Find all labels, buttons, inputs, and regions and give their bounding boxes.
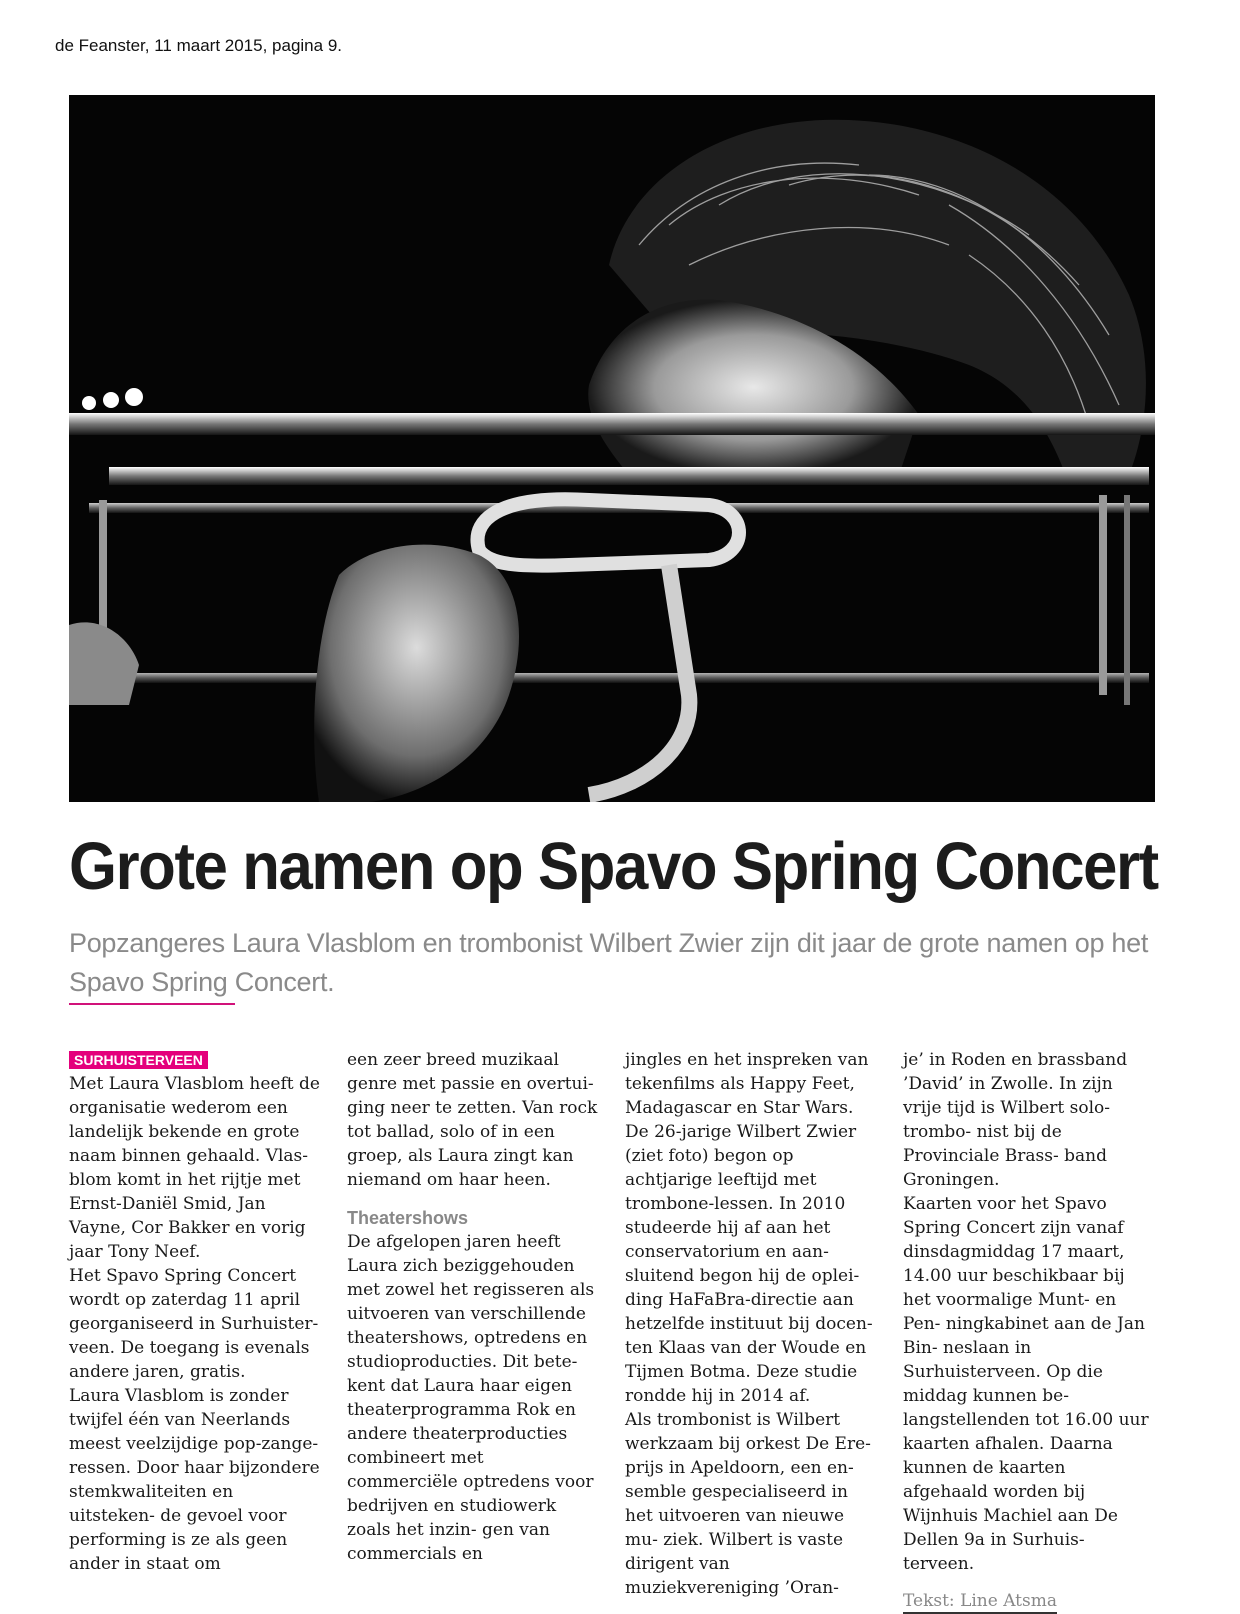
paragraph: Met Laura Vlasblom heeft de organisatie wederom een landelijk bekende en grote naam binnen gehaald. Vlas- blom komt in het rijtje met Ernst-Daniël Smid, Jan Vayne, Cor Bakker en vorig jaar Tony Neef. — [69, 1074, 320, 1262]
paragraph: Als trombonist is Wilbert werkzaam bij orkest De Ere- prijs in Apeldoorn, een en- semble gespecialiseerd in het uitvoeren van nieuwe mu- ziek. Wilbert is vaste dirigent van muziekvereniging ’Oran- — [625, 1410, 871, 1598]
dateline-badge: SURHUISTERVEEN — [69, 1051, 208, 1069]
subheading: Theatershows — [347, 1208, 469, 1228]
lead-underline — [69, 1003, 235, 1005]
source-line: de Feanster, 11 maart 2015, pagina 9. — [55, 36, 342, 55]
article-column-2 — [347, 1048, 599, 1566]
paragraph: jingles en het inspreken van tekenfilms als Happy Feet, Madagascar en Star Wars. — [625, 1050, 869, 1118]
paragraph: je’ in Roden en brassband ’David’ in Zwolle. In zijn vrije tijd is Wilbert solo-trombo- nist bij de Provinciale Brass- band Groningen. — [903, 1050, 1128, 1190]
headline: Grote namen op Spavo Spring Concert — [69, 829, 1158, 904]
lead-paragraph: Popzangeres Laura Vlasblom en trombonist Wilbert Zwier zijn dit jaar de grote namen op het Spavo Spring Concert. — [69, 928, 1149, 997]
paragraph: Kaarten voor het Spavo Spring Concert zijn vanaf dinsdagmiddag 17 maart, 14.00 uur beschikbaar bij het voormalige Munt- en Pen- ningkabinet aan de Jan Bin- neslaan in Surhuisterveen. Op die middag kunnen be- langstellenden tot 16.00 uur kaarten afhalen. Daarna kunnen de kaarten afgehaald worden bij Wijnhuis Machiel aan De Dellen 9a in Surhuis- terveen. — [903, 1194, 1149, 1574]
paragraph: een zeer breed muzikaal genre met passie en overtui- ging neer te zetten. Van rock tot ballad, solo of in een groep, als Laura zingt kan niemand om haar heen. — [347, 1050, 598, 1190]
trombone-player-photo — [69, 95, 1155, 802]
article-column-3 — [625, 1048, 877, 1600]
paragraph: Het Spavo Spring Concert wordt op zaterdag 11 april georganiseerd in Surhuister- veen. De toegang is evenals andere jaren, gratis. — [69, 1266, 319, 1382]
paragraph: De afgelopen jaren heeft Laura zich beziggehouden met zowel het regisseren als uitvoeren van verschillende theatershows, optredens en studioproducties. Dit bete- kent dat Laura haar eigen theaterprogramma Rok en andere theaterproducties combineert met commerciële optredens voor bedrijven en studiowerk zoals het inzin- gen van commercials en — [347, 1232, 595, 1564]
author-credit: Tekst: Line Atsma — [903, 1590, 1057, 1614]
paragraph: Laura Vlasblom is zonder twijfel één van Neerlands meest veelzijdige pop-zange- ressen. Door haar bijzondere stemkwaliteiten en uitsteken- de gevoel voor performing is ze als geen ander in staat om — [69, 1386, 320, 1574]
article-column-1 — [69, 1048, 321, 1576]
article-column-4 — [903, 1048, 1155, 1614]
paragraph: De 26-jarige Wilbert Zwier (ziet foto) begon op achtjarige leeftijd met trombone-lessen. In 2010 studeerde hij af aan het conservatorium en aan- sluitend begon hij de oplei- ding HaFaBra-directie aan hetzelfde instituut bij docen- ten Klaas van der Woude en Tijmen Botma. Deze studie rondde hij in 2014 af. — [625, 1122, 873, 1406]
